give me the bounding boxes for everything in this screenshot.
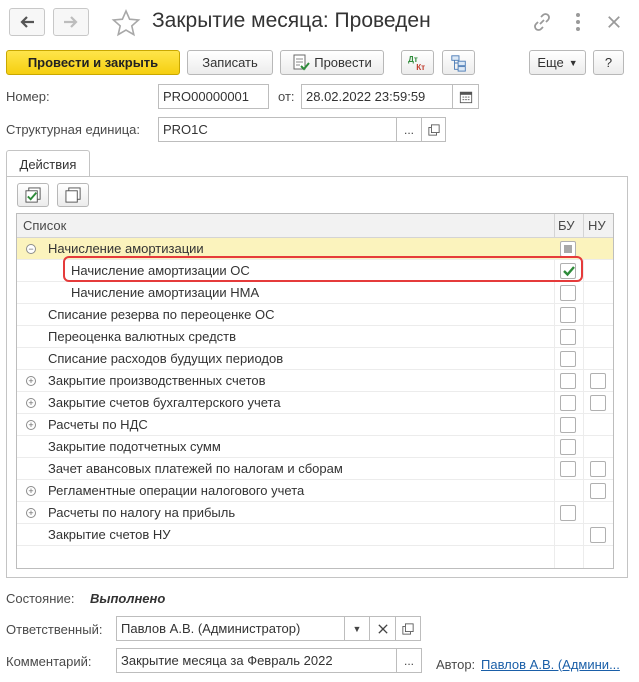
table-row[interactable] — [17, 392, 614, 414]
nu-checkbox[interactable] — [590, 483, 606, 499]
more-button-label: Еще — [537, 55, 564, 70]
save-button[interactable]: Записать — [187, 50, 273, 75]
bu-checkbox[interactable] — [560, 439, 576, 455]
post-document-icon — [292, 54, 310, 72]
row-label: Начисление амортизации — [48, 241, 204, 256]
svg-text:Дт: Дт — [407, 54, 418, 64]
comment-label: Комментарий: — [6, 654, 92, 669]
dt-kt-button[interactable] — [401, 50, 434, 75]
row-label: Начисление амортизации НМА — [71, 285, 260, 300]
row-label: Расчеты по налогу на прибыль — [48, 505, 236, 520]
row-label: Списание расходов будущих периодов — [48, 351, 284, 366]
close-icon[interactable] — [602, 10, 626, 34]
nu-checkbox[interactable] — [590, 395, 606, 411]
collapse-icon[interactable]: − — [26, 244, 36, 254]
table-row[interactable] — [17, 480, 614, 502]
chevron-down-icon: ▼ — [352, 623, 362, 634]
responsible-label: Ответственный: — [6, 622, 103, 637]
date-label: от: — [278, 89, 295, 104]
responsible-dropdown-button[interactable] — [344, 616, 370, 641]
table-row[interactable] — [17, 524, 614, 546]
uncheck-all-icon — [65, 187, 82, 204]
column-list[interactable]: Список — [23, 218, 67, 233]
nu-checkbox[interactable] — [590, 373, 606, 389]
chevron-down-icon: ▼ — [568, 57, 578, 68]
unit-field[interactable]: PRO1C — [158, 117, 397, 142]
number-label: Номер: — [6, 89, 50, 104]
row-label: Начисление амортизации ОС — [71, 263, 250, 278]
more-vertical-icon[interactable] — [566, 10, 590, 34]
column-bu[interactable]: БУ — [558, 218, 575, 233]
nu-checkbox[interactable] — [590, 461, 606, 477]
check-all-button[interactable] — [17, 183, 49, 207]
highlight-frame — [63, 256, 583, 282]
author-link[interactable]: Павлов А.В. (Админи... — [481, 657, 620, 672]
unit-label: Структурная единица: — [6, 122, 141, 137]
open-icon — [402, 623, 414, 635]
calendar-button[interactable] — [452, 84, 479, 109]
row-label: Зачет авансовых платежей по налогам и сборам — [48, 461, 343, 476]
expand-icon[interactable]: + — [26, 398, 36, 408]
table-row[interactable] — [17, 414, 614, 436]
comment-choose-button[interactable]: ... — [396, 648, 422, 673]
post-button[interactable] — [280, 50, 384, 75]
state-label: Состояние: — [6, 591, 75, 606]
column-nu[interactable]: НУ — [588, 218, 606, 233]
table-row[interactable] — [17, 370, 614, 392]
responsible-clear-button[interactable] — [369, 616, 396, 641]
more-button[interactable] — [529, 50, 586, 75]
table-row[interactable] — [17, 304, 614, 326]
expand-icon[interactable]: + — [26, 486, 36, 496]
bu-checkbox[interactable] — [560, 461, 576, 477]
table-row[interactable] — [17, 348, 614, 370]
arrow-right-icon — [63, 15, 79, 29]
author-label: Автор: — [436, 657, 476, 672]
page-title: Закрытие месяца: Проведен — [152, 9, 431, 32]
uncheck-all-button[interactable] — [57, 183, 89, 207]
clear-icon — [378, 624, 388, 634]
post-button-label: Провести — [314, 55, 372, 70]
table-row[interactable] — [17, 458, 614, 480]
row-label: Регламентные операции налогового учета — [48, 483, 305, 498]
bu-checkbox[interactable] — [560, 395, 576, 411]
bu-checkbox[interactable] — [560, 241, 576, 257]
forward-button[interactable] — [53, 8, 89, 36]
table-row[interactable] — [17, 326, 614, 348]
bu-checkbox[interactable] — [560, 417, 576, 433]
bu-checkbox[interactable] — [560, 307, 576, 323]
back-button[interactable] — [9, 8, 45, 36]
dt-kt-icon — [407, 54, 429, 72]
bu-checkbox[interactable] — [560, 329, 576, 345]
bu-checkbox[interactable] — [560, 373, 576, 389]
table-header — [17, 214, 614, 238]
star-icon[interactable] — [111, 9, 141, 37]
state-value: Выполнено — [90, 591, 166, 606]
table-row[interactable] — [17, 436, 614, 458]
row-label: Закрытие счетов бухгалтерского учета — [48, 395, 281, 410]
row-label: Списание резерва по переоценке ОС — [48, 307, 275, 322]
post-and-close-button[interactable]: Провести и закрыть — [6, 50, 180, 75]
unit-open-button[interactable] — [421, 117, 446, 142]
responsible-open-button[interactable] — [395, 616, 421, 641]
expand-icon[interactable]: + — [26, 508, 36, 518]
nu-checkbox[interactable] — [590, 527, 606, 543]
help-button[interactable]: ? — [593, 50, 624, 75]
structure-button[interactable] — [442, 50, 475, 75]
row-label: Закрытие счетов НУ — [48, 527, 171, 542]
arrow-left-icon — [19, 15, 35, 29]
calendar-icon — [459, 90, 473, 104]
expand-icon[interactable]: + — [26, 376, 36, 386]
date-field[interactable]: 28.02.2022 23:59:59 — [301, 84, 453, 109]
table-row[interactable] — [17, 502, 614, 524]
number-field[interactable]: PRO00000001 — [158, 84, 269, 109]
check-all-icon — [25, 187, 42, 204]
expand-icon[interactable]: + — [26, 420, 36, 430]
row-label: Закрытие подотчетных сумм — [48, 439, 221, 454]
bu-checkbox[interactable] — [560, 505, 576, 521]
svg-text:Кт: Кт — [415, 62, 425, 72]
bu-checkbox[interactable] — [560, 351, 576, 367]
bu-checkbox[interactable] — [560, 285, 576, 301]
open-icon — [428, 124, 440, 136]
link-icon[interactable] — [530, 10, 554, 34]
unit-choose-button[interactable]: ... — [396, 117, 422, 142]
comment-field[interactable]: Закрытие месяца за Февраль 2022 — [116, 648, 397, 673]
tab-actions[interactable]: Действия — [6, 150, 90, 177]
row-label: Закрытие производственных счетов — [48, 373, 266, 388]
responsible-field[interactable]: Павлов А.В. (Администратор) — [116, 616, 345, 641]
table-row[interactable] — [17, 282, 614, 304]
hierarchy-icon — [450, 54, 468, 72]
row-label: Переоценка валютных средств — [48, 329, 237, 344]
row-label: Расчеты по НДС — [48, 417, 148, 432]
